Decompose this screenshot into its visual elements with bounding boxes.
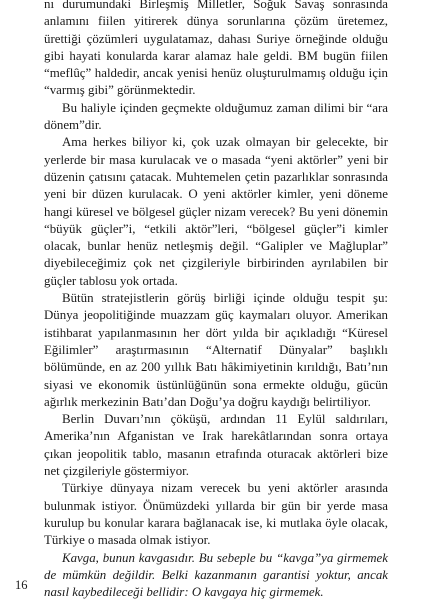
- paragraph-struggle: Kavga, bunun kavgasıdır. Bu sebeple bu “kavga”ya girmemek de mümkün değildir. Belki kazanmanın garantisi yoktur, ancak nasıl kaybedileceği bellidir: O kavgaya hiç girmemek.: [44, 550, 388, 601]
- paragraph-berlin-wall: Berlin Duvarı’nın çöküşü, ardından 11 Eylül saldırıları, Amerika’nın Afganistan ve Irak harekâtlarından sonra ortaya çıkan jeopolitik tablo, masanın etrafında oturacak aktörleri bize net çizgileriyle göstermiyor.: [44, 411, 388, 480]
- paragraph-un-status: nı durumundaki Birleşmiş Milletler, Soğuk Savaş sonrasında anlamını fiilen yitirerek dünya sorunlarına çözüm üretemez, ürettiği çözümleri uygulatamaz, dahası Suriye örneğinde olduğu gibi hayati konularda karar alamaz hale geldi. BM bugün fiilen “meflûç” haldedir, ancak yenisi henüz oluşturulmamış olduğu için “varmış gibi” görünmektedir.: [44, 0, 388, 100]
- page-number: 16: [15, 578, 28, 593]
- paragraph-power-shifts: Bütün stratejistlerin görüş birliği içinde olduğu tespit şu: Dünya jeopolitiğinde muazzam güç kaymaları oluyor. Amerikan istihbarat yapılanmasının her dört yılda bir açıkladığı “Küresel Eğilimler” araştırmasının “Alternatif Dünyalar” başlıklı bölümünde, en az 200 yıllık Batı hâkimiyetinin kırıldığı, Batı’nın siyasi ve ekonomik üstünlüğünün sona ermekte olduğu, gücün ağırlık merkezinin Batı’dan Doğu’ya doğru kaydığı belirtiliyor.: [44, 290, 388, 411]
- paragraph-turkey-table: Türkiye dünyaya nizam verecek bu yeni aktörler arasında bulunmak istiyor. Önümüzdeki yıllarda bir gün bir yerde masa kurulup bu konular karara bağlanacak ise, ki mutlaka öyle olacak, Türkiye o masada olmak istiyor.: [44, 480, 388, 549]
- paragraph-new-actors: Ama herkes biliyor ki, çok uzak olmayan bir gelecekte, bir yerlerde bir masa kurulacak ve o masada “yeni aktörler” yeni bir düzenin çatısını çatacak. Muhtemelen çetin pazarlıklar sonrasında yeni bir düzen kurulacak. O yeni aktörler kimler, yeni döneme hangi küresel ve bölgesel güçler nizam verecek? Bu yeni dönemin “büyük güçler”i, “etkili aktör”leri, “bölgesel güçler”i kimler olacak, bunlar henüz netleşmiş değil. “Galipler ve Mağluplar” diyebileceğimiz çok net çizgileriyle birbirinden ayrılabilen bir güçler tablosu yok ortada.: [44, 134, 388, 290]
- paragraph-interim-period: Bu haliyle içinden geçmekte olduğumuz zaman dilimi bir “ara dönem”dir.: [44, 100, 388, 135]
- page-body: [44, 0, 388, 601]
